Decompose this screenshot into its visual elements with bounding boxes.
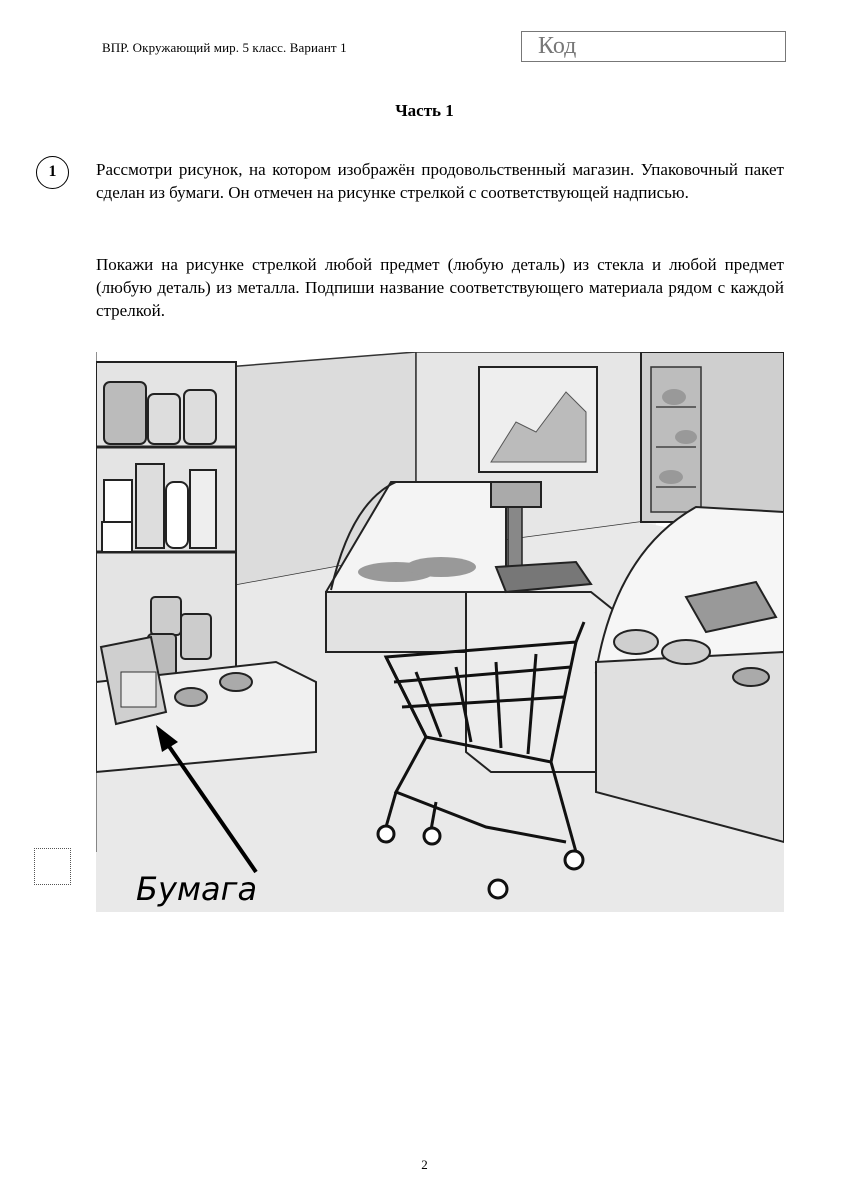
task-paragraph-1: Рассмотри рисунок, на котором изображён продовольственный магазин. Упаковочный пакет сделан из бумаги. Он отмечен на рисунке стрелкой с соответствующей надписью. <box>96 160 784 202</box>
paper-label: Бумага <box>136 870 258 908</box>
score-box[interactable] <box>34 848 71 885</box>
code-field[interactable]: Код <box>521 31 786 62</box>
header-subject-line: ВПР. Окружающий мир. 5 класс. Вариант 1 <box>102 40 347 55</box>
grocery-store-illustration[interactable] <box>96 352 784 912</box>
part-title: Часть 1 <box>395 101 454 120</box>
fridge <box>641 352 784 522</box>
task-number-badge: 1 <box>36 156 69 189</box>
page-number: 2 <box>421 1157 428 1172</box>
task-paragraph-2: Покажи на рисунке стрелкой любой предмет (любую деталь) из стекла и любой предмет (любую деталь) из металла. Подпиши название соответствующего материала рядом с каждой стрелкой. <box>96 255 784 320</box>
